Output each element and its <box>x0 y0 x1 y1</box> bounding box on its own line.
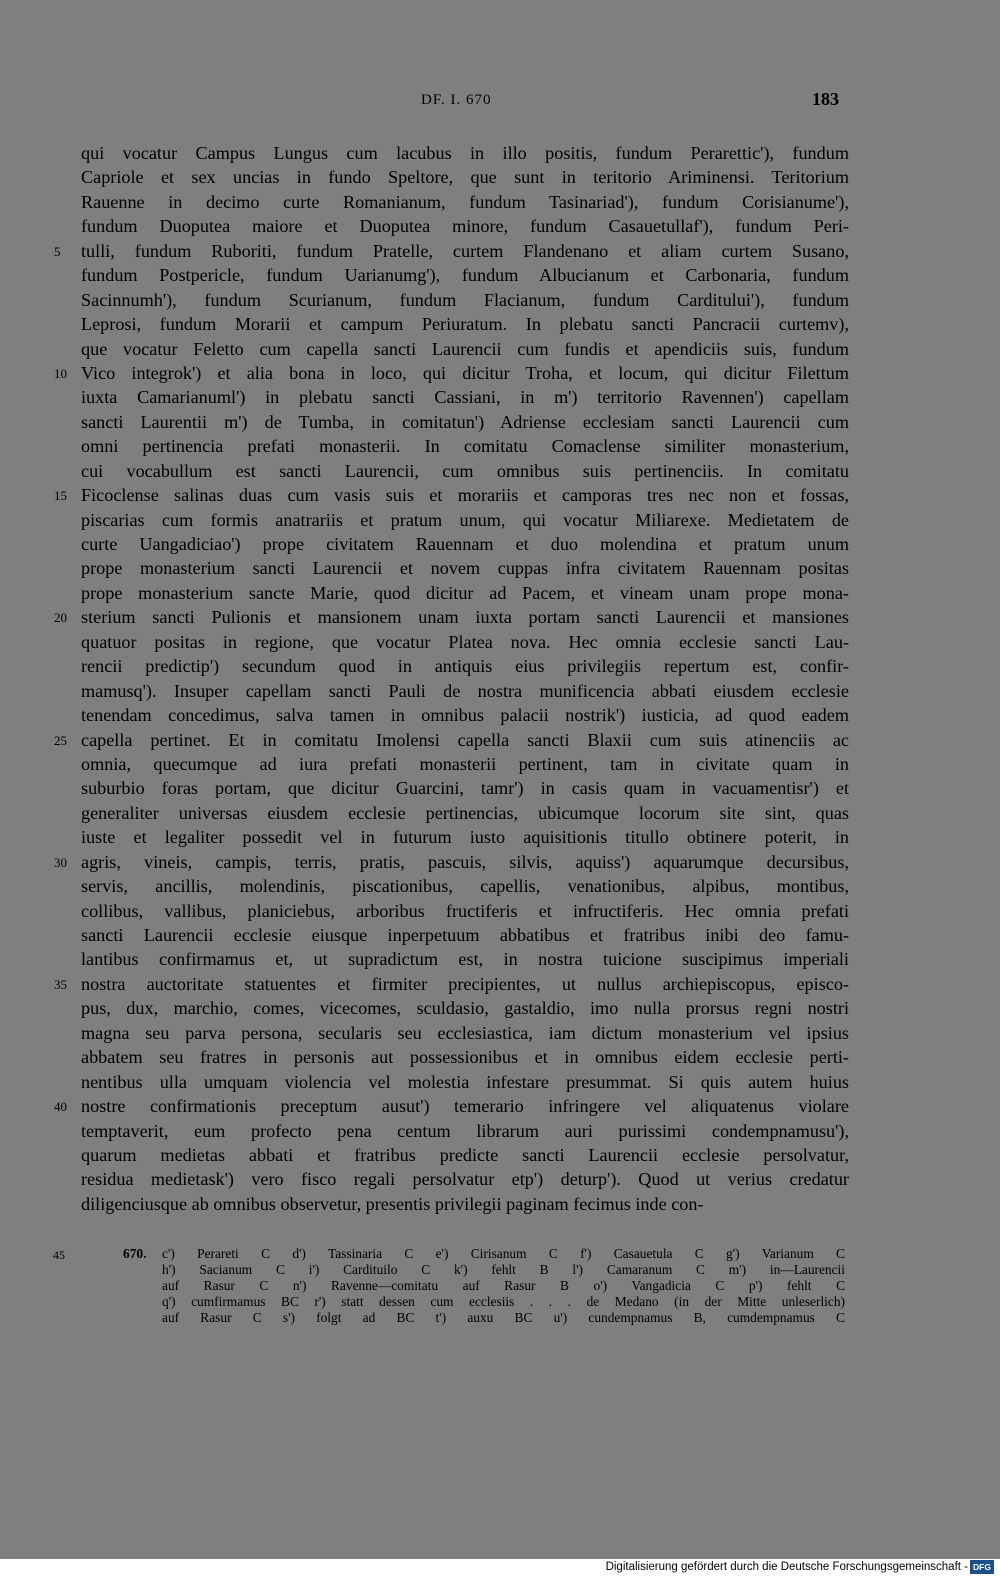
line-number: 5 <box>54 243 61 259</box>
line-text: fundum Postpericle, fundum Uarianumg'), fundum Albucianum et Carbonaria, fundum <box>81 265 849 286</box>
line-text: fundum Duoputea maiore et Duoputea minore, fundum Casauetullaf'), fundum Peri- <box>81 216 849 237</box>
line-text: sancti Laurencii ecclesie eiusque inperpetuum abbatibus et fratribus inibi deo famu- <box>81 925 849 945</box>
funding-credit: Digitalisierung gefördert durch die Deutsche Forschungsgemeinschaft - <box>605 1561 968 1573</box>
text-line <box>81 288 849 312</box>
text-line <box>81 581 849 605</box>
footnotes-apparatus <box>0 1246 1000 1326</box>
text-line <box>54 850 849 874</box>
line-text: Sacinnumh'), fundum Scurianum, fundum Flacianum, fundum Carditului'), fundum <box>81 289 849 310</box>
text-line <box>54 972 849 996</box>
footnote-line <box>0 1262 1000 1278</box>
text-line <box>81 410 849 434</box>
line-number: 15 <box>54 488 67 504</box>
text-line <box>81 459 849 483</box>
line-text: nentibus ulla umquam violencia vel molestia infestare presummat. Si quis autem huius <box>81 1071 849 1092</box>
line-text: temptaverit, eum profecto pena centum librarum auri purissimi condempnamusu'), <box>81 1120 849 1141</box>
text-line <box>81 165 849 189</box>
text-line <box>81 1167 849 1191</box>
line-text: qui vocatur Campus Lungus cum lacubus in illo positis, fundum Perarettic'), fundum <box>81 143 849 163</box>
text-line <box>81 923 849 947</box>
text-line <box>81 874 849 898</box>
line-text: Rauenne in decimo curte Romanianum, fundum Tasinariad'), fundum Corisianume'), <box>81 191 849 212</box>
footnote-text: auf Rasur C s') folgt ad BC t') auxu BC u') cundempnamus B, cumdempnamus C <box>162 1310 845 1325</box>
line-text: Leprosi, fundum Morarii et campum Periuratum. In plebatu sancti Pancracii curtemv), <box>81 314 849 335</box>
footnote-text: c') Perareti C d') Tassinaria C e') Cirisanum C f') Casauetula C g') Varianum C <box>162 1246 845 1261</box>
line-text: Ficoclense salinas duas cum vasis suis et morariis et camporas tres nec non et fossas, <box>81 485 849 506</box>
line-text: agris, vineis, campis, terris, pratis, pascuis, silvis, aquiss') aquarumque decursibus, <box>81 851 849 872</box>
document-number: 670. <box>123 1246 147 1261</box>
page-number: 183 <box>812 89 839 109</box>
line-text: que vocatur Feletto cum capella sancti Laurencii cum fundis et apendiciis suis, fundum <box>81 338 849 359</box>
line-text: rencii predictip') secundum quod in antiquis eius privilegiis repertum est, confir- <box>81 656 849 677</box>
text-line <box>81 141 849 165</box>
line-text: sterium sancti Pulionis et mansionem unam iuxta portam sancti Laurencii et mansiones <box>81 607 849 628</box>
text-line <box>81 532 849 556</box>
text-line <box>81 947 849 971</box>
line-number: 10 <box>54 365 67 381</box>
text-line <box>81 312 849 336</box>
line-text: sancti Laurentii m') de Tumba, in comitatun') Adriense ecclesiam sancti Laurencii cum <box>81 411 849 432</box>
text-line <box>81 1045 849 1069</box>
text-line <box>81 1021 849 1045</box>
line-text: Vico integrok') et alia bona in loco, qui dicitur Troha, et locum, qui dicitur Filettum <box>81 362 849 383</box>
footnote-line <box>0 1246 1000 1262</box>
text-line <box>81 996 849 1020</box>
body-text <box>54 141 849 1216</box>
line-text: collibus, vallibus, planiciebus, arboribus fructiferis et infructiferis. Hec omnia prefati <box>81 900 849 921</box>
line-text: prope monasterium sancti Laurencii et novem cuppas infra civitatem Rauennam positas <box>81 558 849 579</box>
line-text: omni pertinencia prefati monasterii. In comitatu Comaclense similiter monasterium, <box>81 436 849 457</box>
line-text: abbatem seu fratres in personis aut possessionibus et in omnibus eidem ecclesie perti- <box>81 1047 849 1068</box>
text-line <box>54 728 849 752</box>
text-line <box>81 776 849 800</box>
line-text: capella pertinet. Et in comitatu Imolensi capella sancti Blaxii cum suis atinenciis ac <box>81 729 849 750</box>
footnote-line <box>0 1294 1000 1310</box>
line-text: prope monasterium sancte Marie, quod dicitur ad Pacem, et vineam unam prope mona- <box>81 582 849 603</box>
text-line <box>81 1070 849 1094</box>
line-number: 35 <box>54 976 67 992</box>
line-text: mamusq'). Insuper capellam sancti Pauli de nostra munificencia abbati eiusdem ecclesie <box>81 680 849 701</box>
text-line <box>81 385 849 409</box>
line-text: suburbio foras portam, que dicitur Guarcini, tamr') in casis quam in vacuamentisr') et <box>81 778 849 799</box>
footnote-text: h') Sacianum C i') Cardituilo C k') fehlt B l') Camaranum C m') in—Laurencii <box>162 1262 845 1277</box>
text-line <box>81 703 849 727</box>
text-line <box>81 337 849 361</box>
text-line <box>54 361 849 385</box>
text-line <box>81 654 849 678</box>
text-line <box>81 263 849 287</box>
text-line <box>81 1192 849 1216</box>
line-text: Capriole et sex uncias in fundo Speltore, que sunt in teritorio Ariminensi. Teritorium <box>81 167 849 188</box>
text-line <box>81 752 849 776</box>
text-line <box>81 508 849 532</box>
text-line <box>81 630 849 654</box>
footnote-line <box>0 1278 1000 1294</box>
footnote-text: auf Rasur C n') Ravenne—comitatu auf Rasur B o') Vangadicia C p') fehlt C <box>162 1278 845 1293</box>
text-line <box>81 214 849 238</box>
line-text: pus, dux, marchio, comes, vicecomes, sculdasio, gastaldio, imo nulla prorsus regni nostri <box>81 998 849 1019</box>
running-head-title: DF. I. 670 <box>421 92 492 108</box>
line-text: tulli, fundum Ruboriti, fundum Pratelle, curtem Flandenano et aliam curtem Susano, <box>81 240 849 261</box>
line-text: piscarias cum formis anatrariis et pratum unum, qui vocatur Miliarexe. Medietatem de <box>81 509 849 530</box>
text-line <box>81 1143 849 1167</box>
line-text: servis, ancillis, molendinis, piscationibus, capellis, venationibus, alpibus, montibus, <box>81 876 849 897</box>
text-line <box>81 434 849 458</box>
line-text: quatuor positas in regione, que vocatur Platea nova. Hec omnia ecclesie sancti Lau- <box>81 631 849 652</box>
text-line <box>81 190 849 214</box>
line-text: iuxta Camarianuml') in plebatu sancti Cassiani, in m') territorio Ravennen') capellam <box>81 387 849 408</box>
text-line <box>54 239 849 263</box>
text-line <box>81 899 849 923</box>
line-text: residua medietask') vero fisco regali persolvatur etp') deturp'). Quod ut verius credatur <box>81 1169 849 1190</box>
line-text: tenendam concedimus, salva tamen in omnibus palacii nostrik') iusticia, ad quod eadem <box>81 705 849 726</box>
line-text: cui vocabullum est sancti Laurencii, cum omnibus suis pertinenciis. In comitatu <box>81 460 849 481</box>
text-line <box>81 556 849 580</box>
footnote-text: q') cumfirmamus BC r') statt dessen cum ecclesiis . . . de Medano (in der Mitte unleserlich) <box>162 1294 845 1309</box>
line-text: lantibus confirmamus et, ut supradictum est, in nostra tuicione suscipimus imperiali <box>81 949 849 970</box>
footnote-line <box>0 1310 1000 1326</box>
dfg-logo: DFG <box>970 1560 994 1574</box>
line-text: omnia, quecumque ad iura prefati monasterii pertinent, tam in civitate quam in <box>81 753 849 774</box>
line-number: 30 <box>54 854 67 870</box>
text-line <box>81 1119 849 1143</box>
line-number: 40 <box>54 1099 67 1115</box>
text-line <box>81 825 849 849</box>
line-text: curte Uangadiciao') prope civitatem Rauennam et duo molendina et pratum unum <box>81 534 849 554</box>
text-line <box>81 679 849 703</box>
text-line <box>54 1094 849 1118</box>
line-text: nostra auctoritate statuentes et firmiter precipientes, ut nullus archiepiscopus, episco- <box>81 973 849 994</box>
line-number: 45 <box>53 1248 65 1262</box>
footer-bar <box>0 1559 1000 1577</box>
line-number: 20 <box>54 610 67 626</box>
line-text: magna seu parva persona, secularis seu ecclesiastica, iam dictum monasterium vel ipsius <box>81 1022 849 1043</box>
line-text: iuste et legaliter possedit vel in futurum iusto aquisitionis titullo obtinere poterit, in <box>81 827 849 848</box>
line-text: quarum medietas abbati et fratribus predicte sancti Laurencii ecclesie persolvatur, <box>81 1144 849 1165</box>
line-text: diligenciusque ab omnibus observetur, presentis privilegii paginam fecimus inde con- <box>81 1193 704 1214</box>
line-text: generaliter universas eiusdem ecclesie pertinencias, ubicumque locorum site sint, quas <box>81 802 849 823</box>
running-head <box>0 89 1000 116</box>
text-line <box>54 483 849 507</box>
line-number: 25 <box>54 732 67 748</box>
line-text: nostre confirmationis preceptum ausut') temerario infringere vel aliquatenus violare <box>81 1096 849 1117</box>
text-line <box>81 801 849 825</box>
text-line <box>54 605 849 629</box>
